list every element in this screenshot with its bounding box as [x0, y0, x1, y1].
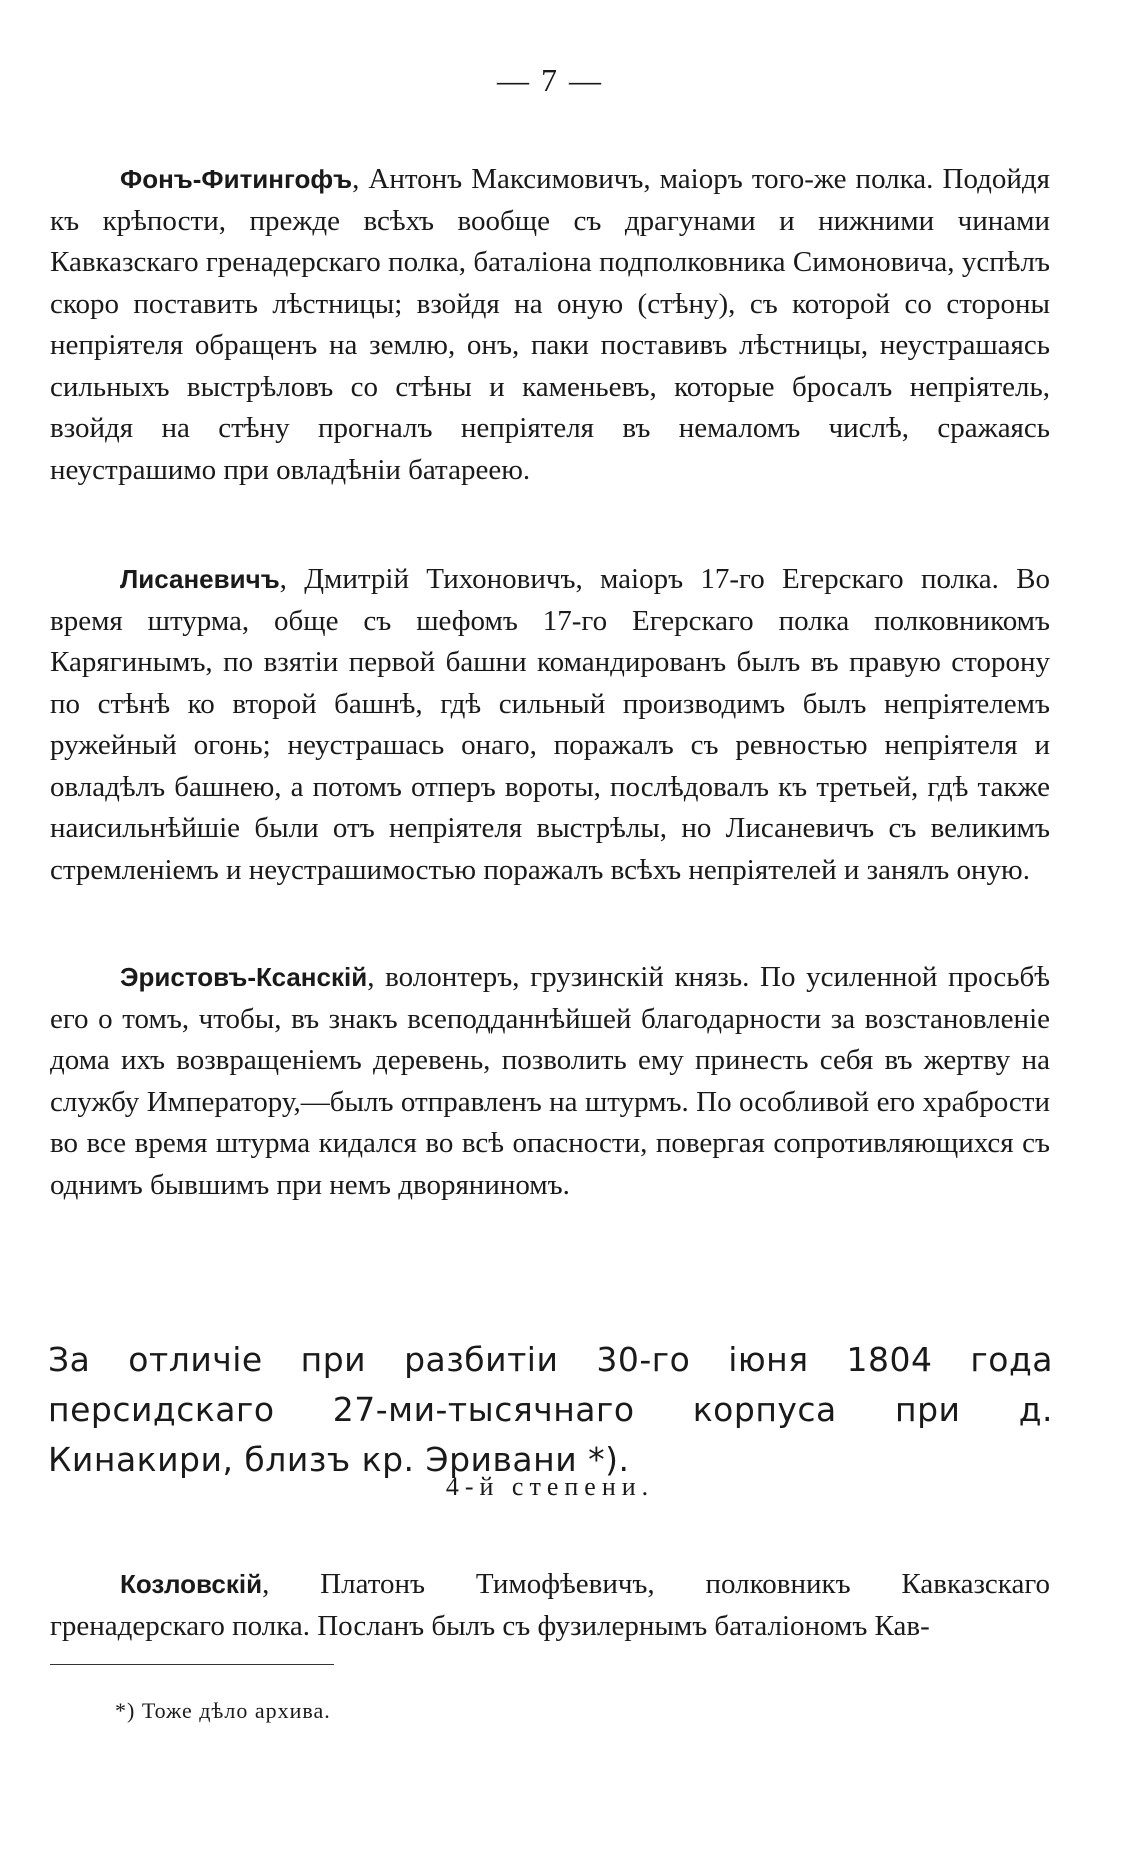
award-entry: [50, 957, 1050, 1206]
section-heading: За отличіе при разбитіи 30-го іюня 1804 года персидскаго 27-ми-тысячнаго корпуса при д. Кинакири, близъ кр. Эривани *).: [48, 1340, 1053, 1479]
footnote-divider: [50, 1664, 334, 1665]
entry-text: , Платонъ Тимофѣевичъ, полковникъ Кавказскаго гренадерскаго полка. Посланъ былъ съ фузилернымъ баталіономъ Кав-: [50, 1568, 1050, 1642]
entry-text: , Антонъ Максимовичъ, маіоръ того-же полка. Подойдя къ крѣпости, прежде всѣхъ вообще съ драгунами и нижними чинами Кавказскаго гренадерскаго полка, баталіона подполковника Симоновича, успѣлъ скоро поставить лѣстницы; взойдя на оную (стѣну), съ которой со стороны непріятеля обращенъ на землю, онъ, паки поставивъ лѣстницы, неустрашаясь сильныхъ выстрѣловъ со стѣны и каменьевъ, которые бросалъ непріятель, взойдя на стѣну прогналъ непріятеля въ немаломъ числѣ, сражаясь неустрашимо при овладѣніи батареею.: [50, 163, 1050, 486]
entry-name: Лисаневичъ: [120, 564, 280, 594]
award-entry: [50, 559, 1050, 891]
entry-name: Эристовъ-Ксанскій: [120, 962, 368, 992]
entry-text: , волонтеръ, грузинскій князь. По усиленной просьбѣ его о томъ, чтобы, въ знакъ всеподданнѣйшей благодарности за возстановленіе дома ихъ возвращеніемъ деревень, позволить ему принесть себя въ жертву на службу Императору,—былъ отправленъ на штурмъ. По особливой его храбрости во все время штурма кидался во всѣ опасности, повергая сопротивляющихся съ однимъ бывшимъ при немъ дворяниномъ.: [50, 961, 1050, 1201]
award-entry: [50, 1564, 1050, 1647]
entry-name: Фонъ-Фитингофъ: [120, 164, 353, 194]
entry-name: Козловскій: [120, 1569, 263, 1599]
footnote: *) Тоже дѣло архива.: [115, 1698, 331, 1723]
degree-heading: 4-й степени.: [445, 1472, 655, 1501]
page-number: — 7 —: [497, 62, 603, 98]
entry-text: , Дмитрій Тихоновичъ, маіоръ 17-го Егерскаго полка. Во время штурма, обще съ шефомъ 17-го Егерскаго полка полковникомъ Карягинымъ, по взятіи первой башни командированъ былъ въ правую сторону по стѣнѣ ко второй башнѣ, гдѣ сильный производимъ былъ непріятелемъ ружейный огонь; неустрашась онаго, поражалъ съ ревностью непріятеля и овладѣлъ башнею, а потомъ отперъ вороты, послѣдовалъ къ третьей, гдѣ также наисильнѣйшіе были отъ непріятеля выстрѣлы, но Лисаневичъ съ великимъ стремленіемъ и неустрашимостью поражалъ всѣхъ непріятелей и занялъ оную.: [50, 563, 1050, 886]
award-entry: [50, 159, 1050, 491]
